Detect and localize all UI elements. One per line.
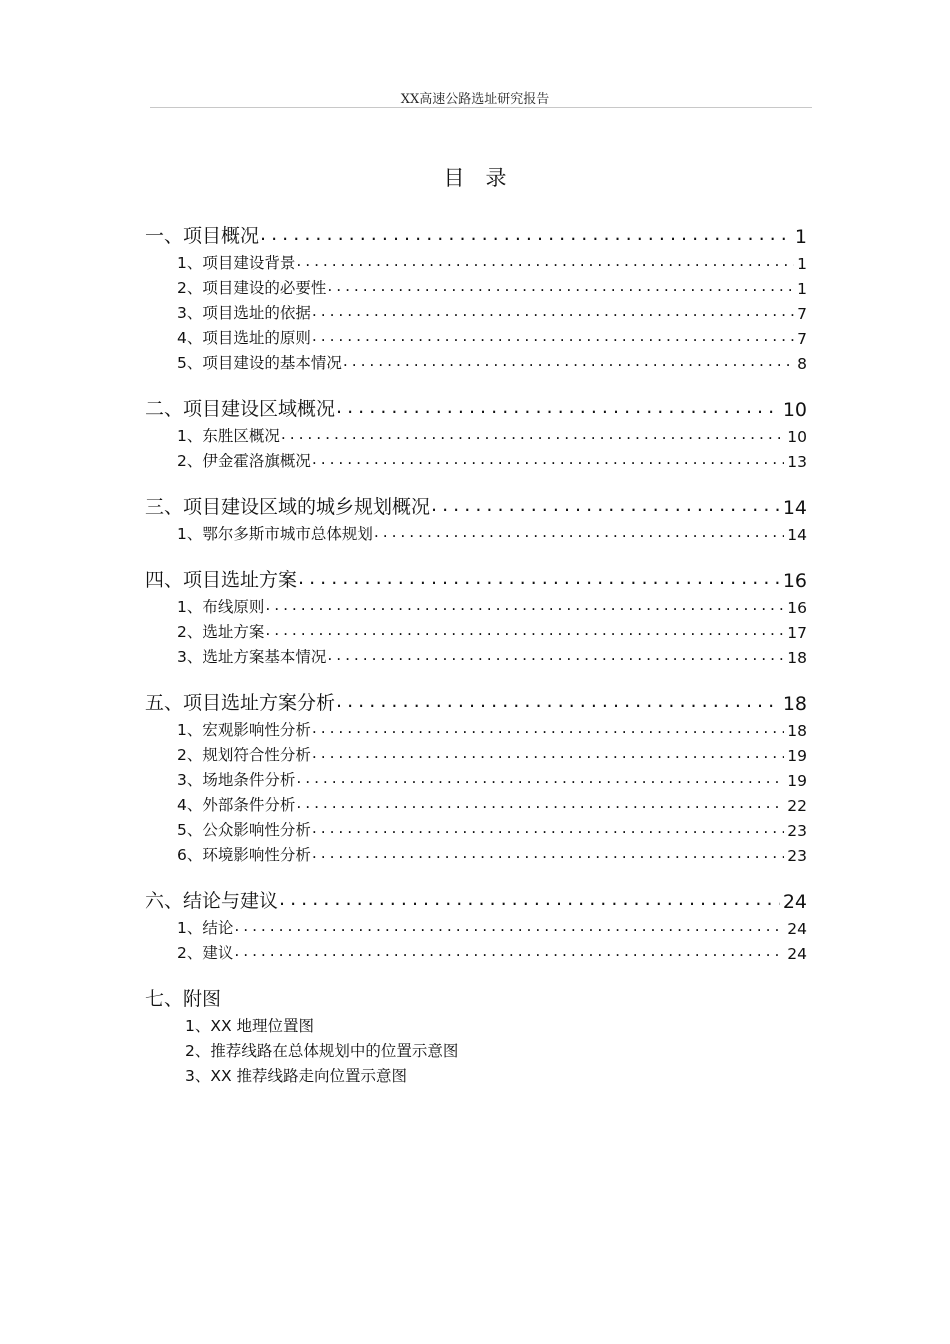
toc-item[interactable] bbox=[145, 913, 807, 938]
toc-item-page: 7 bbox=[797, 330, 807, 348]
toc-item-title: 5、公众影响性分析 bbox=[177, 821, 311, 839]
toc-leader-dots bbox=[296, 794, 784, 812]
toc-appendix-section[interactable] bbox=[145, 976, 807, 1011]
toc-appendix-item-title: 1、XX 地理位置图 bbox=[185, 1017, 315, 1035]
toc-section-page: 10 bbox=[782, 399, 807, 421]
toc-section-title: 一、项目概况 bbox=[145, 225, 260, 247]
page-header-title: XX高速公路选址研究报告 bbox=[400, 92, 550, 107]
toc-section-title: 二、项目建设区域概况 bbox=[145, 398, 336, 420]
toc-appendix-item-title: 3、XX 推荐线路走向位置示意图 bbox=[185, 1067, 408, 1085]
toc-section-page: 14 bbox=[782, 497, 807, 519]
toc-item-page: 19 bbox=[787, 747, 807, 765]
toc-leader-dots bbox=[296, 252, 794, 270]
toc-item[interactable] bbox=[145, 938, 807, 963]
toc-item-title: 4、外部条件分析 bbox=[177, 796, 296, 814]
toc-section-title: 三、项目建设区域的城乡规划概况 bbox=[145, 496, 431, 518]
toc-item-page: 24 bbox=[787, 945, 807, 963]
toc-item-title: 1、鄂尔多斯市城市总体规划 bbox=[177, 525, 373, 543]
toc-item-page: 23 bbox=[787, 822, 807, 840]
toc-section[interactable] bbox=[145, 557, 807, 592]
toc-item[interactable] bbox=[145, 446, 807, 471]
toc-item-title: 1、结论 bbox=[177, 919, 234, 937]
toc-item[interactable] bbox=[145, 815, 807, 840]
toc-item-title: 2、选址方案 bbox=[177, 623, 265, 641]
toc-item[interactable] bbox=[145, 298, 807, 323]
toc-section[interactable] bbox=[145, 484, 807, 519]
toc-item-title: 2、伊金霍洛旗概况 bbox=[177, 452, 311, 470]
toc-item[interactable] bbox=[145, 592, 807, 617]
toc-item-title: 2、建议 bbox=[177, 944, 234, 962]
toc-item-page: 18 bbox=[787, 722, 807, 740]
toc-item-page: 7 bbox=[797, 305, 807, 323]
toc-leader-dots bbox=[265, 596, 784, 614]
toc-leader-dots bbox=[431, 494, 780, 516]
toc-section[interactable] bbox=[145, 680, 807, 715]
toc-leader-dots bbox=[260, 223, 792, 245]
toc-item[interactable] bbox=[145, 617, 807, 642]
toc-leader-dots bbox=[336, 690, 780, 712]
toc-leader-dots bbox=[343, 352, 794, 370]
toc-item-title: 3、项目选址的依据 bbox=[177, 304, 311, 322]
table-of-contents bbox=[145, 208, 807, 1086]
toc-section-page: 16 bbox=[782, 570, 807, 592]
toc-leader-dots bbox=[281, 425, 784, 443]
toc-item[interactable] bbox=[145, 765, 807, 790]
toc-leader-dots bbox=[312, 819, 784, 837]
toc-item-page: 17 bbox=[787, 624, 807, 642]
toc-item-page: 10 bbox=[787, 428, 807, 446]
toc-section-title: 六、结论与建议 bbox=[145, 890, 279, 912]
toc-item-page: 1 bbox=[797, 255, 807, 273]
toc-item[interactable] bbox=[145, 421, 807, 446]
toc-item[interactable] bbox=[145, 323, 807, 348]
toc-item-title: 1、项目建设背景 bbox=[177, 254, 296, 272]
toc-leader-dots bbox=[234, 942, 784, 960]
toc-item[interactable] bbox=[145, 642, 807, 667]
toc-appendix-item-title: 2、推荐线路在总体规划中的位置示意图 bbox=[185, 1042, 459, 1060]
toc-item-page: 16 bbox=[787, 599, 807, 617]
toc-leader-dots bbox=[312, 844, 784, 862]
toc-item[interactable] bbox=[145, 519, 807, 544]
toc-item-title: 6、环境影响性分析 bbox=[177, 846, 311, 864]
toc-section[interactable] bbox=[145, 386, 807, 421]
toc-item-title: 4、项目选址的原则 bbox=[177, 329, 311, 347]
toc-appendix-item[interactable] bbox=[145, 1011, 807, 1036]
toc-item-page: 22 bbox=[787, 797, 807, 815]
toc-item[interactable] bbox=[145, 740, 807, 765]
toc-appendix-item[interactable] bbox=[145, 1061, 807, 1086]
toc-leader-dots bbox=[312, 744, 784, 762]
toc-item-title: 3、场地条件分析 bbox=[177, 771, 296, 789]
toc-item[interactable] bbox=[145, 840, 807, 865]
toc-appendix-title: 七、附图 bbox=[145, 988, 222, 1010]
toc-section-page: 1 bbox=[794, 226, 807, 248]
toc-item-page: 24 bbox=[787, 920, 807, 938]
toc-item-title: 2、规划符合性分析 bbox=[177, 746, 311, 764]
toc-leader-dots bbox=[336, 396, 780, 418]
toc-leader-dots bbox=[265, 621, 784, 639]
toc-section-page: 24 bbox=[782, 891, 807, 913]
toc-leader-dots bbox=[296, 769, 784, 787]
header-rule bbox=[150, 107, 812, 108]
toc-leader-dots bbox=[327, 277, 794, 295]
toc-item-page: 13 bbox=[787, 453, 807, 471]
toc-appendix-item[interactable] bbox=[145, 1036, 807, 1061]
toc-item[interactable] bbox=[145, 715, 807, 740]
toc-item-title: 1、布线原则 bbox=[177, 598, 265, 616]
toc-section[interactable] bbox=[145, 213, 807, 248]
toc-item[interactable] bbox=[145, 348, 807, 373]
toc-leader-dots bbox=[374, 523, 784, 541]
toc-item-page: 19 bbox=[787, 772, 807, 790]
toc-item[interactable] bbox=[145, 273, 807, 298]
toc-item-page: 8 bbox=[797, 355, 807, 373]
toc-item-title: 2、项目建设的必要性 bbox=[177, 279, 327, 297]
toc-section-page: 18 bbox=[782, 693, 807, 715]
toc-leader-dots bbox=[312, 302, 794, 320]
toc-item-page: 1 bbox=[797, 280, 807, 298]
toc-item-title: 1、东胜区概况 bbox=[177, 427, 280, 445]
toc-item-title: 1、宏观影响性分析 bbox=[177, 721, 311, 739]
toc-leader-dots bbox=[312, 327, 794, 345]
toc-leader-dots bbox=[279, 888, 780, 910]
toc-leader-dots bbox=[298, 567, 780, 589]
toc-section-title: 四、项目选址方案 bbox=[145, 569, 298, 591]
toc-item-page: 23 bbox=[787, 847, 807, 865]
toc-section[interactable] bbox=[145, 878, 807, 913]
toc-leader-dots bbox=[312, 450, 784, 468]
toc-leader-dots bbox=[234, 917, 784, 935]
toc-item[interactable] bbox=[145, 248, 807, 273]
toc-section-title: 五、项目选址方案分析 bbox=[145, 692, 336, 714]
toc-leader-dots bbox=[327, 646, 784, 664]
toc-item-page: 14 bbox=[787, 526, 807, 544]
toc-leader-dots bbox=[312, 719, 784, 737]
toc-item-page: 18 bbox=[787, 649, 807, 667]
toc-title: 目 录 bbox=[443, 166, 507, 190]
toc-item-title: 3、选址方案基本情况 bbox=[177, 648, 327, 666]
toc-item[interactable] bbox=[145, 790, 807, 815]
toc-item-title: 5、项目建设的基本情况 bbox=[177, 354, 342, 372]
